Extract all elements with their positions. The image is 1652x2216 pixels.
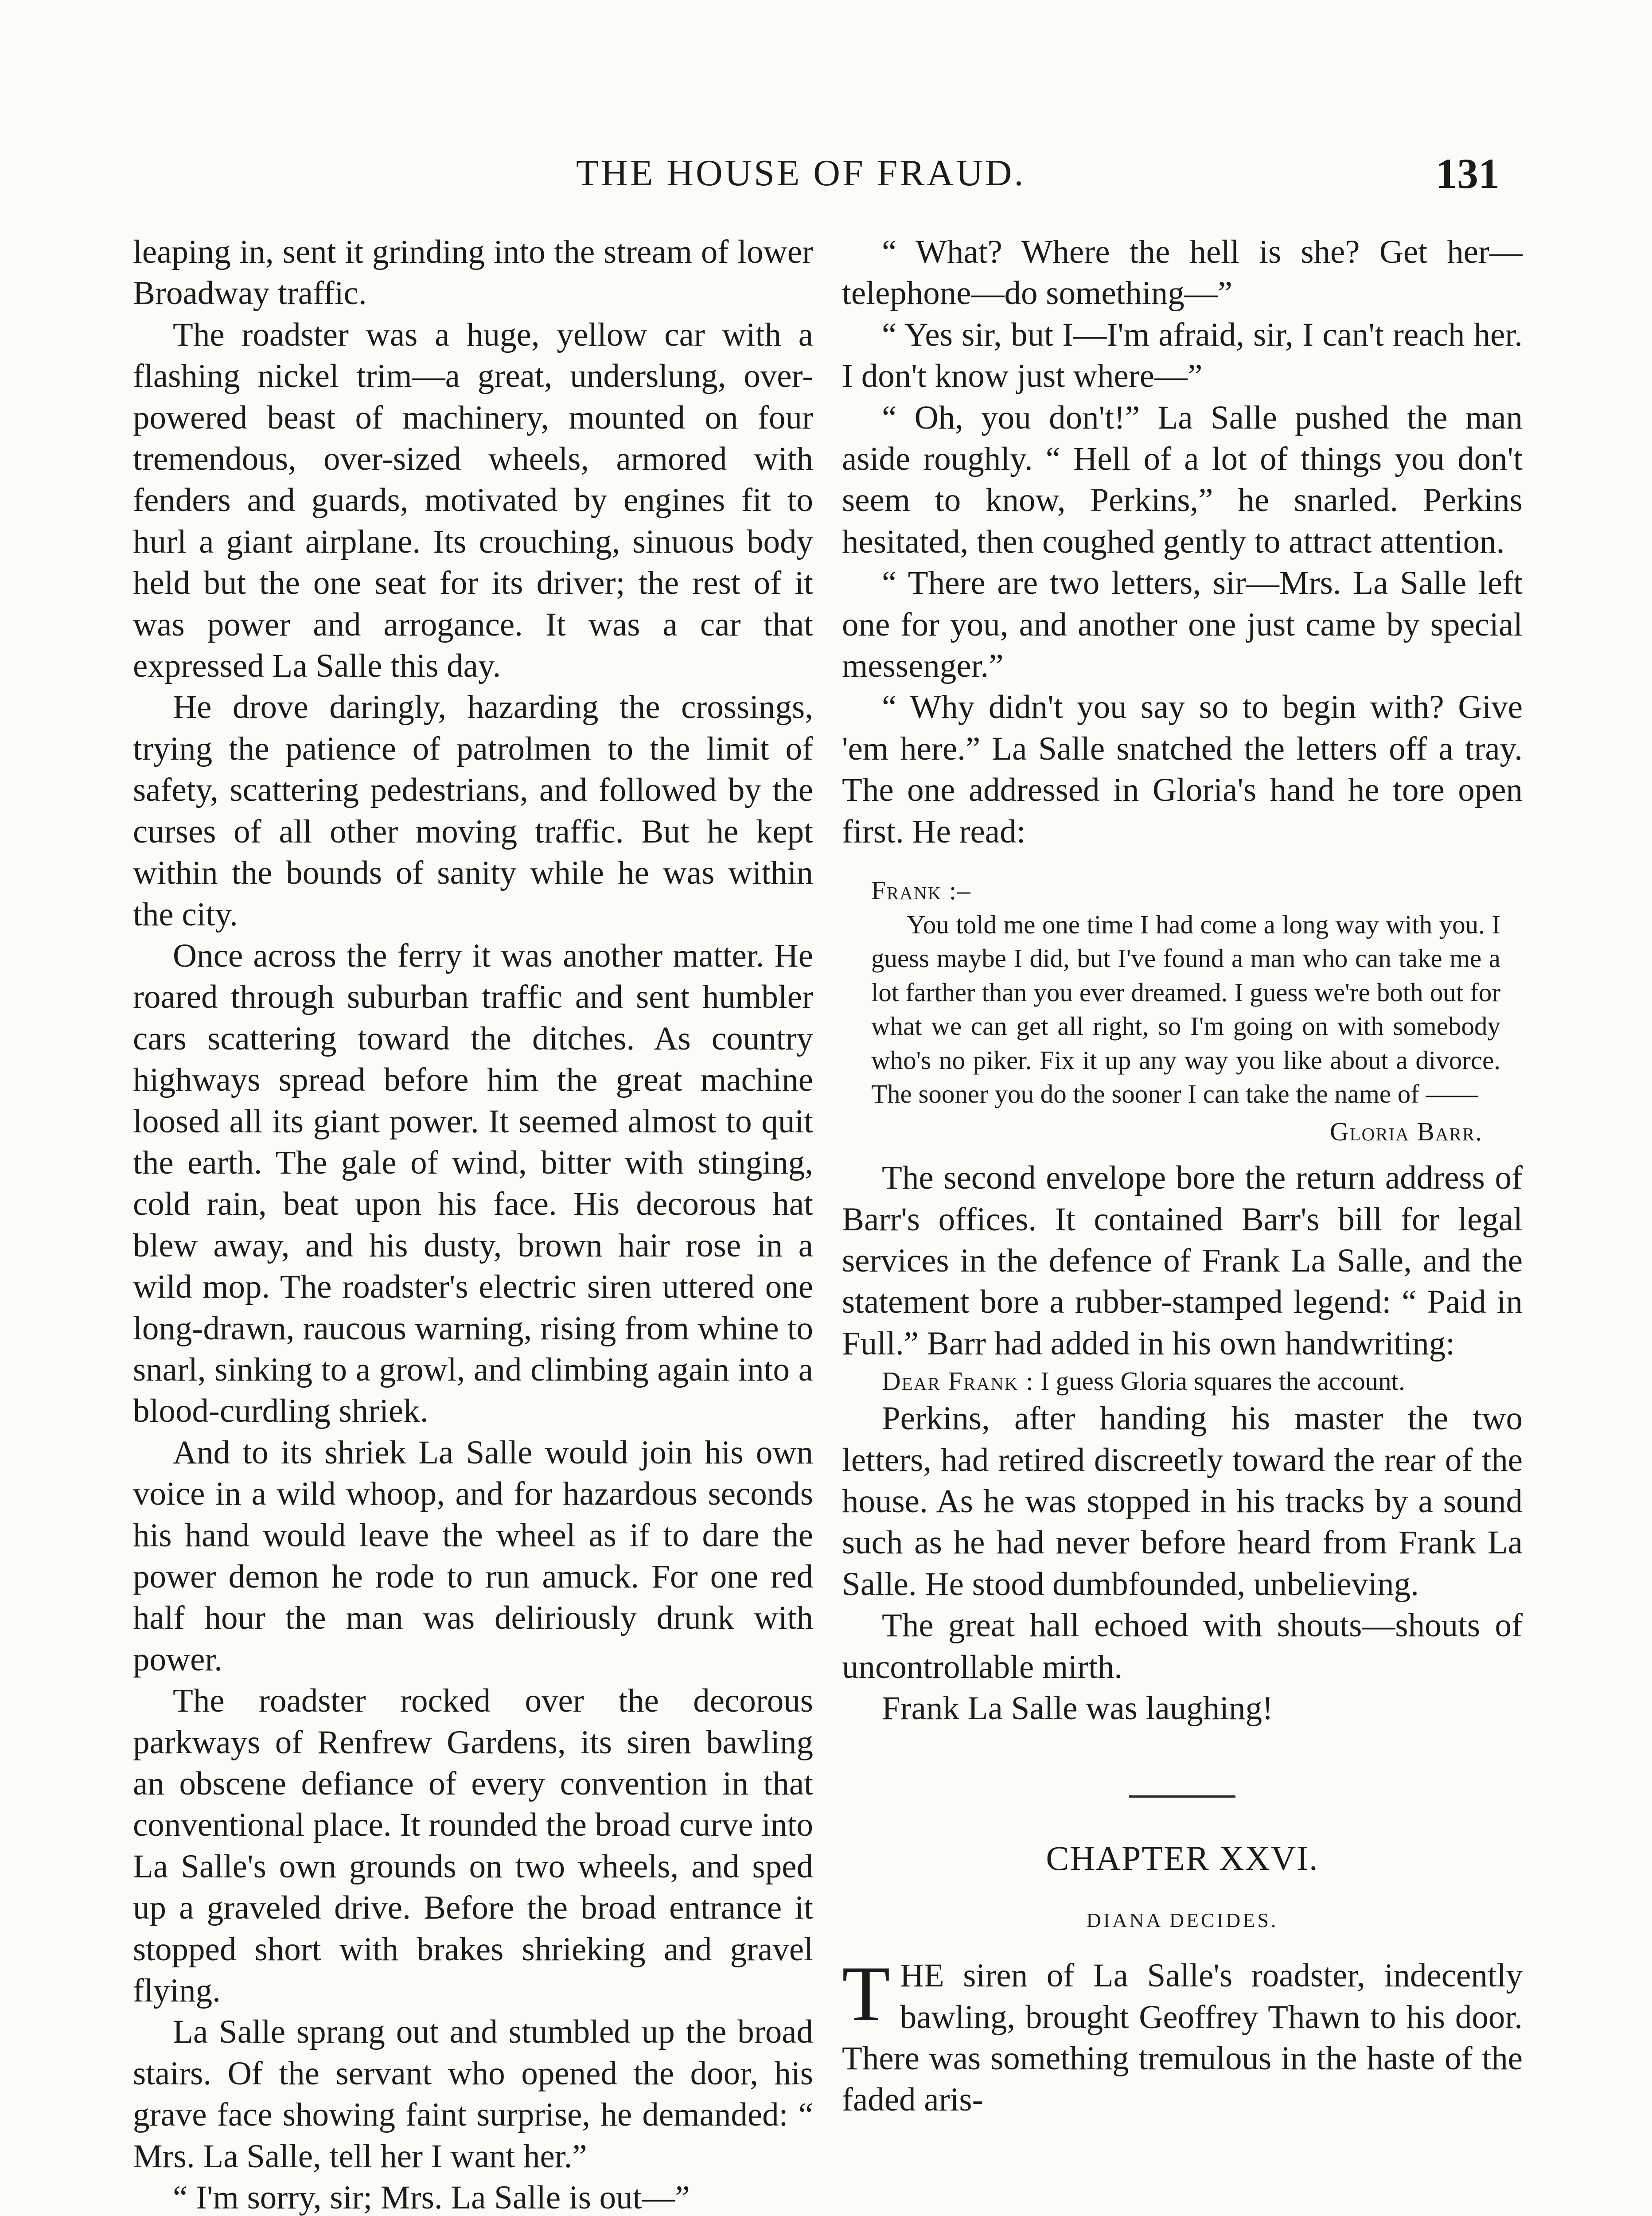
page-number: 131 [1436,150,1500,197]
chapter-title: CHAPTER XXVI. [1046,1839,1319,1878]
paragraph: La Salle sprang out and stumbled up the broad stairs. Of the servant who opened the door, his grave face showing faint surprise, he demanded: “ Mrs. La Salle, tell her I want her.” [133,2013,813,2175]
note-salutation: Dear Frank : [882,1366,1034,1396]
left-column [133,231,813,2216]
letter-salutation: Frank :– [871,876,971,905]
paragraph: The roadster rocked over the decorous parkways of Renfrew Gardens, its siren bawling an obscene defiance of every convention in that conventional place. It rounded the broad curve into La Salle's own grounds on two wheels, and sped up a graveled drive. Before the broad entrance it stopped short with brakes shrieking and gravel flying. [133,1682,813,2009]
paragraph: The great hall echoed with shouts—shouts of uncontrollable mirth. [842,1607,1523,1685]
letter-signature: Gloria Barr. [1329,1116,1483,1146]
paragraph: And to its shriek La Salle would join his own voice in a wild whoop, and for hazardous seconds his hand would leave the wheel as if to dare the power demon he rode to run amuck. For one red half hour the man was deliriously drunk with power. [133,1434,813,1678]
paragraph: He drove daringly, hazarding the crossings, trying the patience of patrolmen to the limit of safety, scattering pedestrians, and followed by the curses of all other moving traffic. But he kept within the bounds of sanity while he was within the city. [133,689,813,933]
paragraph: leaping in, sent it grinding into the stream of lower Broadway traffic. [133,234,813,312]
drop-cap: T [842,1950,890,2038]
running-head: THE HOUSE OF FRAUD. [576,152,1026,194]
paragraph: “ Oh, you don't!” La Salle pushed the man aside roughly. “ Hell of a lot of things you don't seem to know, Perkins,” he snarled. Perkins hesitated, then coughed gently to attract attention. [842,399,1523,560]
note-text: I guess Gloria squares the account. [1040,1366,1405,1396]
gloria-letter [871,874,1500,1148]
chapter-subtitle: DIANA DECIDES. [1086,1908,1278,1931]
paragraph: “ Yes sir, but I—I'm afraid, sir, I can't reach her. I don't know just where—” [842,316,1523,395]
paragraph: Once across the ferry it was another matter. He roared through suburban traffic and sent humbler cars scattering toward the ditches. As country highways spread before him the great machine loosed all its giant power. It seemed almost to quit the earth. The gale of wind, bitter with stinging, cold rain, beat upon his face. His decorous hat blew away, and his dusty, brown hair rose in a wild mop. The roadster's electric siren uttered one long-drawn, raucous warning, rising from whine to snarl, sinking to a growl, and climbing again into a blood-curdling shriek. [133,937,813,1430]
letter-body: You told me one time I had come a long way with you. I guess maybe I did, but I've found a man who can take me a lot farther than you ever dreamed. I guess we're both out for what we can get all right, so I'm going on with somebody who's no piker. Fix it up any way you like about a divorce. The sooner you do the sooner I can take the name of —— [871,909,1500,1109]
right-column [842,231,1523,2121]
paragraph: The second envelope bore the return address of Barr's offices. It contained Barr's bill for legal services in the defence of Frank La Salle, and the statement bore a rubber-stamped legend: “ Paid in Full.” Barr had added in his own handwriting: [842,1159,1523,1362]
paragraph: “ There are two letters, sir—Mrs. La Salle left one for you, and another one just came by special messenger.” [842,565,1523,685]
paragraph: “ Why didn't you say so to begin with? Give 'em here.” La Salle snatched the letters off a tray. The one addressed in Gloria's hand he tore open first. He read: [842,689,1523,850]
paragraph: “ What? Where the hell is she? Get her—telephone—do something—” [842,234,1523,312]
paragraph: “ I'm sorry, sir; Mrs. La Salle is out—” [173,2179,690,2216]
chapter-opening-paragraph [842,1950,1523,2121]
barr-note [842,1364,1523,1398]
chapter-opening-text: HE siren of La Salle's roadster, indecently bawling, brought Geoffrey Thawn to his door. There was something tremulous in the haste of the faded aris- [842,1957,1523,2118]
paragraph: The roadster was a huge, yellow car with a flashing nickel trim—a great, underslung, over-powered beast of machinery, mounted on four tremendous, over-sized wheels, armored with fenders and guards, motivated by engines fit to hurl a giant airplane. Its crouching, sinuous body held but the one seat for its driver; the rest of it was power and arrogance. It was a car that expressed La Salle this day. [133,316,813,685]
paragraph: Frank La Salle was laughing! [882,1689,1274,1727]
paragraph: Perkins, after handing his master the two letters, had retired discreetly toward the rear of the house. As he was stopped in his tracks by a sound such as he had never before heard from Frank La Salle. He stood dumbfounded, unbelieving. [842,1400,1523,1603]
section-divider [1129,1795,1235,1798]
